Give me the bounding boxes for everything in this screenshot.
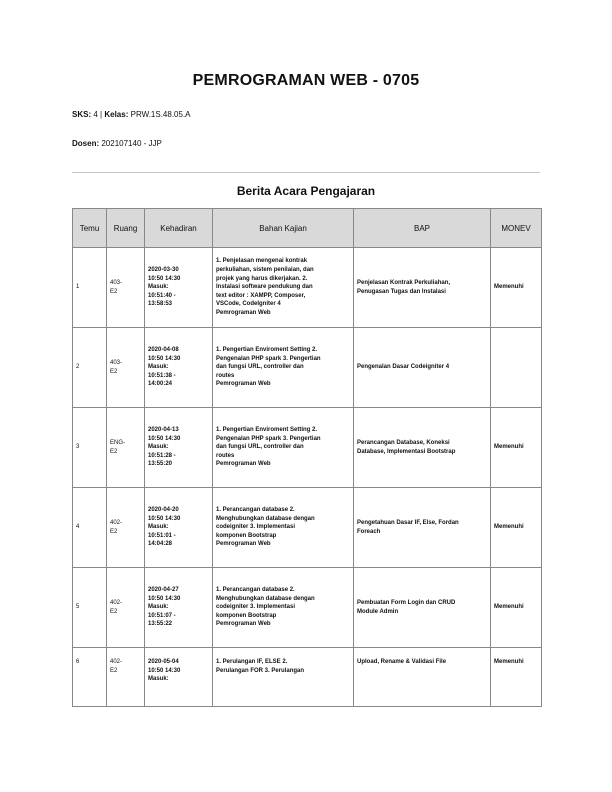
- bahan-kajian-cell-line: Menghubungkan database dengan: [216, 515, 315, 522]
- ruang-cell: [107, 328, 145, 408]
- kehadiran-cell-line: 2020-05-04: [148, 659, 179, 665]
- bahan-kajian-cell-line: Pemrograman Web: [216, 461, 271, 468]
- bahan-kajian-cell: [213, 328, 354, 408]
- bahan-kajian-cell-line: dan fungsi URL, controller dan: [216, 444, 304, 451]
- course-info: [72, 110, 191, 119]
- kehadiran-cell-line: 10:50 14:30: [148, 667, 181, 674]
- kehadiran-cell-line: 2020-04-27: [148, 587, 179, 594]
- bahan-kajian-cell-line: Menghubungkan database dengan: [216, 595, 315, 602]
- ruang-cell-line: 403-: [110, 279, 123, 286]
- bap-cell-line: Foreach: [357, 528, 381, 535]
- ruang-cell: [107, 408, 145, 488]
- bahan-kajian-cell-line: text editor : XAMPP, Composer,: [216, 292, 306, 299]
- bap-cell-line: Pengenalan Dasar Codeigniter 4: [357, 364, 450, 371]
- ruang-cell-line: E2: [110, 667, 118, 674]
- bap-cell: [354, 648, 491, 707]
- bahan-kajian-cell-line: 1. Perancangan database 2.: [216, 507, 295, 514]
- ruang-cell: [107, 568, 145, 648]
- kehadiran-cell-line: 2020-04-08: [148, 347, 179, 354]
- kehadiran-cell-line: 10:50 14:30: [148, 355, 181, 362]
- bap-cell: [354, 408, 491, 488]
- kehadiran-cell-line: 2020-04-20: [148, 507, 179, 514]
- bahan-kajian-cell-line: 1. Penjelasan mengenai kontrak: [216, 258, 308, 265]
- table-row: [73, 488, 542, 568]
- kehadiran-cell-line: Masuk:: [148, 284, 169, 291]
- bahan-kajian-cell: [213, 648, 354, 707]
- bahan-kajian-cell-line: Instalasi software pendukung dan: [216, 284, 313, 291]
- kelas-value: PRW.1S.48.05.A: [130, 110, 191, 119]
- table-row: [73, 408, 542, 488]
- ruang-cell-line: E2: [110, 528, 118, 535]
- temu-cell: 3: [73, 408, 107, 488]
- bahan-kajian-cell-line: 1. Perulangan IF, ELSE 2.: [216, 659, 288, 665]
- kehadiran-cell: [145, 408, 213, 488]
- page-title: PEMROGRAMAN WEB - 0705: [192, 72, 420, 89]
- kehadiran-cell-line: 13:58:53: [148, 301, 173, 308]
- kehadiran-cell-line: 10:50 14:30: [148, 515, 181, 522]
- kehadiran-cell-line: Masuk:: [148, 444, 169, 451]
- dosen-value: 202107140 - JJP: [101, 139, 162, 148]
- bap-cell-line: Upload, Rename & Validasi File: [357, 659, 447, 665]
- temu-cell: 6: [73, 648, 107, 707]
- bap-cell-line: Module Admin: [357, 608, 399, 615]
- kehadiran-cell: [145, 248, 213, 328]
- kehadiran-cell-line: 14:04:28: [148, 541, 173, 548]
- bahan-kajian-cell-line: dan fungsi URL, controller dan: [216, 364, 304, 371]
- ruang-cell-line: E2: [110, 448, 118, 455]
- bahan-kajian-cell-line: codeigniter 3. Implementasi: [216, 604, 296, 611]
- ruang-cell: [107, 648, 145, 707]
- kehadiran-cell-line: Masuk:: [148, 604, 169, 611]
- kehadiran-cell-line: 10:51:07 -: [148, 612, 176, 619]
- kehadiran-cell-line: Masuk:: [148, 676, 169, 683]
- ruang-cell-line: 402-: [110, 659, 123, 665]
- monev-cell: Memenuhi: [491, 648, 542, 707]
- kehadiran-cell-line: 10:50 14:30: [148, 595, 181, 602]
- kehadiran-cell-line: 2020-03-30: [148, 267, 179, 274]
- bahan-kajian-cell: [213, 568, 354, 648]
- bap-cell-line: Penjelasan Kontrak Perkuliahan,: [357, 279, 451, 286]
- section-title: Berita Acara Pengajaran: [236, 184, 376, 198]
- kehadiran-cell-line: 13:55:22: [148, 621, 173, 628]
- ruang-cell-line: ENG-: [110, 439, 125, 446]
- bahan-kajian-cell-line: Pengenalan PHP spark 3. Pengertian: [216, 435, 321, 442]
- table-row: [73, 248, 542, 328]
- kelas-label: Kelas:: [104, 110, 129, 119]
- lecturer-info: [72, 139, 162, 148]
- kehadiran-cell-line: 10:51:01 -: [148, 532, 176, 539]
- ruang-cell: [107, 488, 145, 568]
- bap-cell-line: Pembuatan Form Login dan CRUD: [357, 599, 456, 606]
- kehadiran-cell-line: 10:51:40 -: [148, 292, 176, 299]
- divider: [72, 172, 540, 173]
- kehadiran-cell-line: 10:50 14:30: [148, 435, 181, 442]
- temu-cell: 5: [73, 568, 107, 648]
- sks-value: 4: [93, 110, 98, 119]
- bahan-kajian-cell: [213, 248, 354, 328]
- bap-cell-line: Database, Implementasi Bootstrap: [357, 448, 456, 455]
- header-kehadiran: Kehadiran: [145, 209, 213, 248]
- bahan-kajian-cell-line: routes: [216, 372, 235, 379]
- ruang-cell-line: E2: [110, 288, 118, 295]
- ruang-cell-line: 402-: [110, 599, 123, 606]
- bap-cell-line: Penugasan Tugas dan Instalasi: [357, 288, 446, 295]
- bahan-kajian-cell-line: Pemrograman Web: [216, 309, 271, 316]
- bahan-kajian-cell-line: Pemrograman Web: [216, 541, 271, 548]
- ruang-cell: [107, 248, 145, 328]
- monev-cell: Memenuhi: [491, 568, 542, 648]
- kehadiran-cell-line: 13:55:20: [148, 461, 173, 468]
- table-row: [73, 328, 542, 408]
- temu-cell: 4: [73, 488, 107, 568]
- dosen-label: Dosen:: [72, 139, 100, 148]
- header-temu: Temu: [73, 209, 107, 248]
- sks-label: SKS:: [72, 110, 92, 119]
- kehadiran-cell: [145, 648, 213, 707]
- header-ruang: Ruang: [107, 209, 145, 248]
- bahan-kajian-cell-line: komponen Bootstrap: [216, 612, 277, 619]
- kehadiran-cell-line: 10:51:38 -: [148, 372, 176, 379]
- header-bap: BAP: [354, 209, 491, 248]
- bahan-kajian-cell-line: routes: [216, 452, 235, 459]
- header-bahan-kajian: Bahan Kajian: [213, 209, 354, 248]
- bahan-kajian-cell-line: perkuliahan, sistem penilaian, dan: [216, 267, 314, 274]
- kehadiran-cell-line: 10:50 14:30: [148, 275, 181, 282]
- monev-cell: Memenuhi: [491, 248, 542, 328]
- bahan-kajian-cell-line: 1. Perancangan database 2.: [216, 587, 295, 594]
- bahan-kajian-cell-line: Pemrograman Web: [216, 381, 271, 388]
- ruang-cell-line: E2: [110, 368, 118, 375]
- monev-cell: Memenuhi: [491, 488, 542, 568]
- bap-cell: [354, 488, 491, 568]
- kehadiran-cell-line: 2020-04-13: [148, 427, 179, 434]
- bahan-kajian-cell-line: komponen Bootstrap: [216, 532, 277, 539]
- kehadiran-cell-line: Masuk:: [148, 364, 169, 371]
- ruang-cell-line: 403-: [110, 359, 123, 366]
- bahan-kajian-cell-line: Pengenalan PHP spark 3. Pengertian: [216, 355, 321, 362]
- ruang-cell-line: 402-: [110, 519, 123, 526]
- bahan-kajian-cell-line: codeigniter 3. Implementasi: [216, 524, 296, 531]
- temu-cell: 2: [73, 328, 107, 408]
- header-monev: MONEV: [491, 209, 542, 248]
- kehadiran-cell-line: Masuk:: [148, 524, 169, 531]
- kehadiran-cell-line: 10:51:28 -: [148, 452, 176, 459]
- bahan-kajian-cell-line: Perulangan FOR 3. Perulangan: [216, 667, 305, 674]
- kehadiran-cell: [145, 328, 213, 408]
- kehadiran-cell-line: 14:00:24: [148, 381, 173, 388]
- table-row: [73, 648, 542, 707]
- bahan-kajian-cell-line: 1. Pengertian Enviroment Setting 2.: [216, 347, 318, 354]
- bap-cell: [354, 248, 491, 328]
- bap-cell: [354, 568, 491, 648]
- bap-cell: [354, 328, 491, 408]
- bahan-kajian-cell-line: projek yang harus dikerjakan. 2.: [216, 275, 308, 282]
- kehadiran-cell: [145, 488, 213, 568]
- monev-cell: Memenuhi: [491, 408, 542, 488]
- table-header-row: [73, 209, 542, 248]
- teaching-record-table: [72, 208, 542, 707]
- ruang-cell-line: E2: [110, 608, 118, 615]
- monev-cell: [491, 328, 542, 408]
- kehadiran-cell: [145, 568, 213, 648]
- table-body: [73, 248, 542, 707]
- bahan-kajian-cell-line: 1. Pengertian Enviroment Setting 2.: [216, 427, 318, 434]
- bahan-kajian-cell-line: VSCode, CodeIgniter 4: [216, 301, 281, 308]
- bahan-kajian-cell: [213, 488, 354, 568]
- bap-cell-line: Perancangan Database, Koneksi: [357, 439, 450, 446]
- bahan-kajian-cell-line: Pemrograman Web: [216, 621, 271, 628]
- temu-cell: 1: [73, 248, 107, 328]
- info-separator: |: [100, 110, 103, 119]
- bap-cell-line: Pengetahuan Dasar IF, Else, Fordan: [357, 519, 459, 526]
- bahan-kajian-cell: [213, 408, 354, 488]
- table-row: [73, 568, 542, 648]
